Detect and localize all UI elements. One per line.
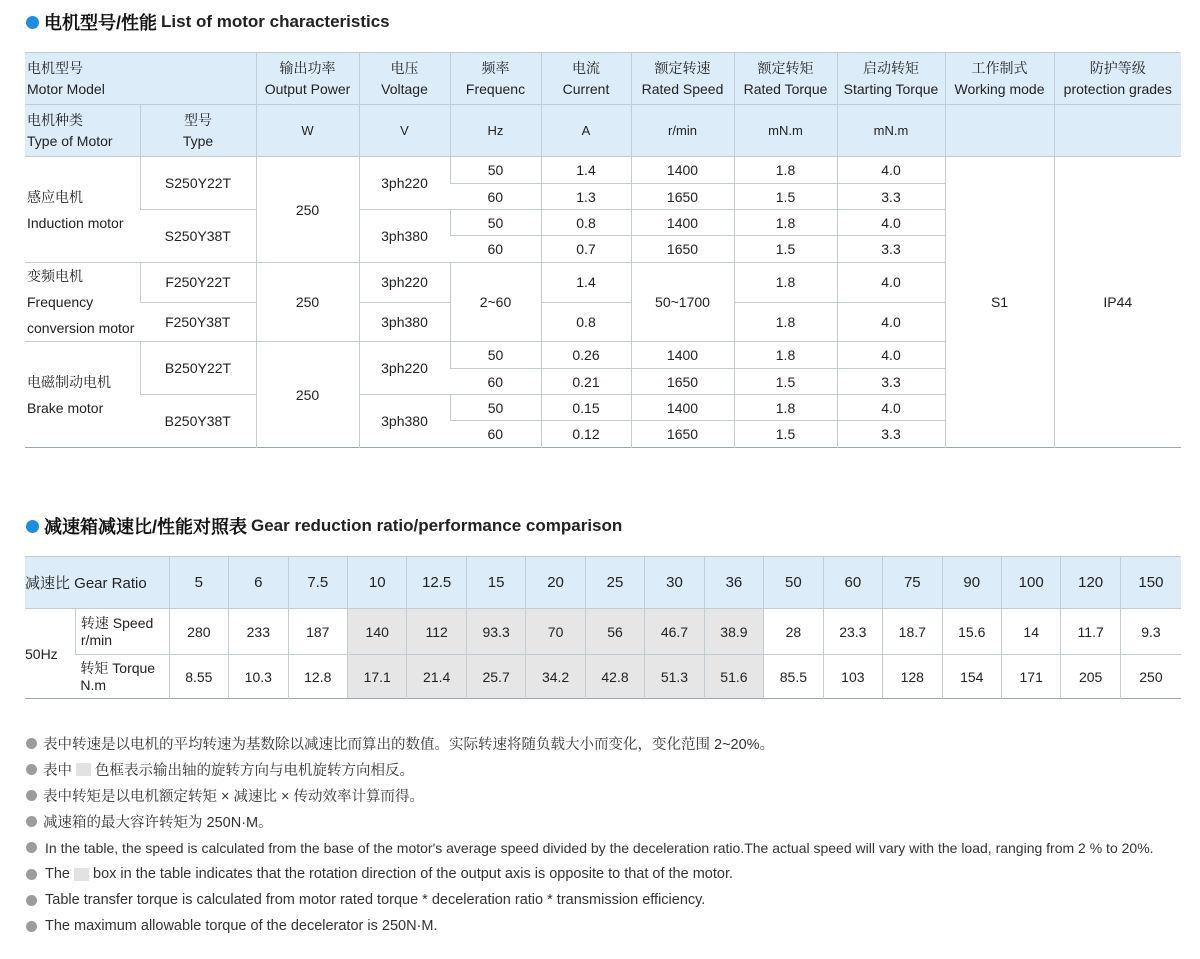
speed-cell: 112 (407, 609, 466, 655)
note-item: 表中 色框表示输出轴的旋转方向与电机旋转方向相反。 (26, 756, 1154, 782)
bullet-icon (26, 816, 37, 827)
torque-cell: 34.2 (526, 655, 585, 699)
ratio-cell: 100 (1001, 557, 1060, 609)
model-code: S250Y38T (140, 210, 256, 263)
bullet-icon (26, 790, 37, 801)
torque-cell: 17.1 (347, 655, 406, 699)
ratio-cell: 60 (823, 557, 882, 609)
table-row: F250Y38T 3ph380 0.8 1.8 4.0 (25, 302, 1181, 342)
header-type: 型号 Type (140, 105, 256, 157)
speed-cell: 70 (526, 609, 585, 655)
motor-section-title: 电机型号/性能 List of motor characteristics (26, 9, 390, 35)
header-row (25, 53, 1181, 105)
bullet-icon (26, 869, 37, 880)
unit-voltage: V (359, 105, 450, 157)
speed-row (25, 609, 1181, 655)
ratio-cell: 150 (1120, 557, 1181, 609)
note-item: In the table, the speed is calculated from the base of the motor's average speed divided by the deceleration ratio.The actual speed will vary with the load, ranging from 2 % to 20%. (26, 835, 1154, 861)
table-row: 变频电机 Frequency conversion motor F250Y22T 250 3ph220 2~60 1.4 50~1700 1.8 4.0 (25, 263, 1181, 303)
bullet-dot-icon (26, 16, 39, 29)
header-motor-model: 电机型号 Motor Model (25, 53, 256, 105)
ratio-cell: 15 (466, 557, 525, 609)
ratio-cell: 25 (585, 557, 644, 609)
voltage-value: 3ph380 (359, 395, 450, 448)
note-item: 表中转矩是以电机额定转矩 × 减速比 × 传动效率计算而得。 (26, 782, 1154, 808)
torque-cell: 25.7 (466, 655, 525, 699)
torque-cell: 103 (823, 655, 882, 699)
header-motor-kind: 电机种类 Type of Motor (25, 105, 140, 157)
header-output-power: 输出功率 Output Power (256, 53, 359, 105)
torque-row (25, 655, 1181, 699)
torque-cell: 51.3 (645, 655, 704, 699)
note-item: The box in the table indicates that the rotation direction of the output axis is opposite to that of the motor. (26, 861, 1154, 887)
working-mode-value: S1 (945, 157, 1054, 448)
bullet-icon (26, 921, 37, 932)
torque-cell: 205 (1061, 655, 1120, 699)
subheader-row (25, 105, 1181, 157)
header-rated-speed: 额定转速 Rated Speed (631, 53, 734, 105)
gray-box-icon (76, 763, 91, 776)
ratio-cell: 30 (645, 557, 704, 609)
protection-value: IP44 (1054, 157, 1181, 448)
notes-list (26, 730, 1154, 940)
power-value: 250 (256, 157, 359, 263)
ratio-cell: 7.5 (288, 557, 347, 609)
ratio-cell: 120 (1061, 557, 1120, 609)
unit-frequency: Hz (450, 105, 541, 157)
table-row: 60 0.21 1650 1.5 3.3 (25, 369, 1181, 395)
note-item: 减速箱的最大容许转矩为 250N·M。 (26, 809, 1154, 835)
header-voltage: 电压 Voltage (359, 53, 450, 105)
speed-cell: 28 (764, 609, 823, 655)
ratio-cell: 90 (942, 557, 1001, 609)
power-value: 250 (256, 263, 359, 342)
torque-cell: 171 (1001, 655, 1060, 699)
motor-type-induction: 感应电机 Induction motor (25, 157, 140, 263)
table-row: 60 0.12 1650 1.5 3.3 (25, 421, 1181, 448)
speed-cell: 11.7 (1061, 609, 1120, 655)
table-row: 60 0.7 1650 1.5 3.3 (25, 236, 1181, 263)
speed-cell: 9.3 (1120, 609, 1181, 655)
torque-cell: 154 (942, 655, 1001, 699)
table-row: 感应电机 Induction motor S250Y22T 250 3ph220 50 1.4 1400 1.8 4.0 S1 IP44 (25, 157, 1181, 184)
torque-cell: 42.8 (585, 655, 644, 699)
model-code: B250Y22T (140, 342, 256, 395)
ratio-label: 减速比 Gear Ratio (25, 557, 169, 609)
speed-cell: 15.6 (942, 609, 1001, 655)
speed-cell: 280 (169, 609, 228, 655)
header-rated-torque: 额定转矩 Rated Torque (734, 53, 837, 105)
ratio-cell: 12.5 (407, 557, 466, 609)
table-row: 电磁制动电机 Brake motor B250Y22T 250 3ph220 50 0.26 1400 1.8 4.0 (25, 342, 1181, 369)
model-code: B250Y38T (140, 395, 256, 448)
header-protection-grades: 防护等级 protection grades (1054, 53, 1181, 105)
frequency-label: 50Hz (25, 609, 75, 699)
header-working-mode: 工作制式 Working mode (945, 53, 1054, 105)
gear-section-title: 减速箱减速比/性能对照表 Gear reduction ratio/performance comparison (26, 513, 622, 539)
torque-cell: 51.6 (704, 655, 763, 699)
table-row: S250Y38T 3ph380 50 0.8 1400 1.8 4.0 (25, 210, 1181, 236)
unit-speed: r/min (631, 105, 734, 157)
ratio-cell: 50 (764, 557, 823, 609)
ratio-cell: 6 (229, 557, 288, 609)
note-item: The maximum allowable torque of the decelerator is 250N·M. (26, 913, 1154, 939)
speed-label: 转速 Speed r/min (75, 609, 169, 655)
ratio-cell: 20 (526, 557, 585, 609)
speed-cell: 140 (347, 609, 406, 655)
speed-cell: 56 (585, 609, 644, 655)
speed-cell: 14 (1001, 609, 1060, 655)
header-starting-torque: 启动转矩 Starting Torque (837, 53, 945, 105)
torque-cell: 10.3 (229, 655, 288, 699)
model-code: F250Y38T (140, 302, 256, 342)
ratio-cell: 75 (883, 557, 942, 609)
unit-current: A (541, 105, 631, 157)
torque-label: 转矩 Torque N.m (75, 655, 169, 699)
torque-cell: 8.55 (169, 655, 228, 699)
motor-characteristics-table (25, 52, 1181, 448)
bullet-icon (26, 842, 37, 853)
model-code: S250Y22T (140, 157, 256, 210)
table-row: B250Y38T 3ph380 50 0.15 1400 1.8 4.0 (25, 395, 1181, 421)
voltage-value: 3ph220 (359, 342, 450, 395)
torque-cell: 128 (883, 655, 942, 699)
header-current: 电流 Current (541, 53, 631, 105)
voltage-value: 3ph380 (359, 210, 450, 263)
motor-type-brake: 电磁制动电机 Brake motor (25, 342, 140, 448)
torque-cell: 12.8 (288, 655, 347, 699)
bullet-icon (26, 895, 37, 906)
table-row: 60 1.3 1650 1.5 3.3 (25, 184, 1181, 210)
speed-cell: 18.7 (883, 609, 942, 655)
ratio-cell: 36 (704, 557, 763, 609)
header-frequency: 频率 Frequenc (450, 53, 541, 105)
note-item: Table transfer torque is calculated from motor rated torque * deceleration ratio * transmission efficiency. (26, 887, 1154, 913)
bullet-dot-icon (26, 520, 39, 533)
unit-power: W (256, 105, 359, 157)
gear-ratio-table (25, 556, 1181, 699)
torque-cell: 250 (1120, 655, 1181, 699)
speed-cell: 233 (229, 609, 288, 655)
power-value: 250 (256, 342, 359, 448)
ratio-cell: 10 (347, 557, 406, 609)
ratio-cell: 5 (169, 557, 228, 609)
motor-type-frequency: 变频电机 Frequency conversion motor (25, 263, 140, 342)
ratio-header-row (25, 557, 1181, 609)
speed-cell: 23.3 (823, 609, 882, 655)
gray-box-icon (74, 868, 89, 881)
speed-cell: 46.7 (645, 609, 704, 655)
speed-cell: 93.3 (466, 609, 525, 655)
voltage-value: 3ph380 (359, 302, 450, 342)
torque-cell: 21.4 (407, 655, 466, 699)
speed-cell: 187 (288, 609, 347, 655)
bullet-icon (26, 738, 37, 749)
torque-cell: 85.5 (764, 655, 823, 699)
voltage-value: 3ph220 (359, 263, 450, 303)
model-code: F250Y22T (140, 263, 256, 303)
note-item: 表中转速是以电机的平均转速为基数除以减速比而算出的数值。实际转速将随负载大小而变化，变化范围 2~20%。 (26, 730, 1154, 756)
unit-starting-torque: mN.m (837, 105, 945, 157)
unit-torque: mN.m (734, 105, 837, 157)
voltage-value: 3ph220 (359, 157, 450, 210)
speed-cell: 38.9 (704, 609, 763, 655)
bullet-icon (26, 764, 37, 775)
